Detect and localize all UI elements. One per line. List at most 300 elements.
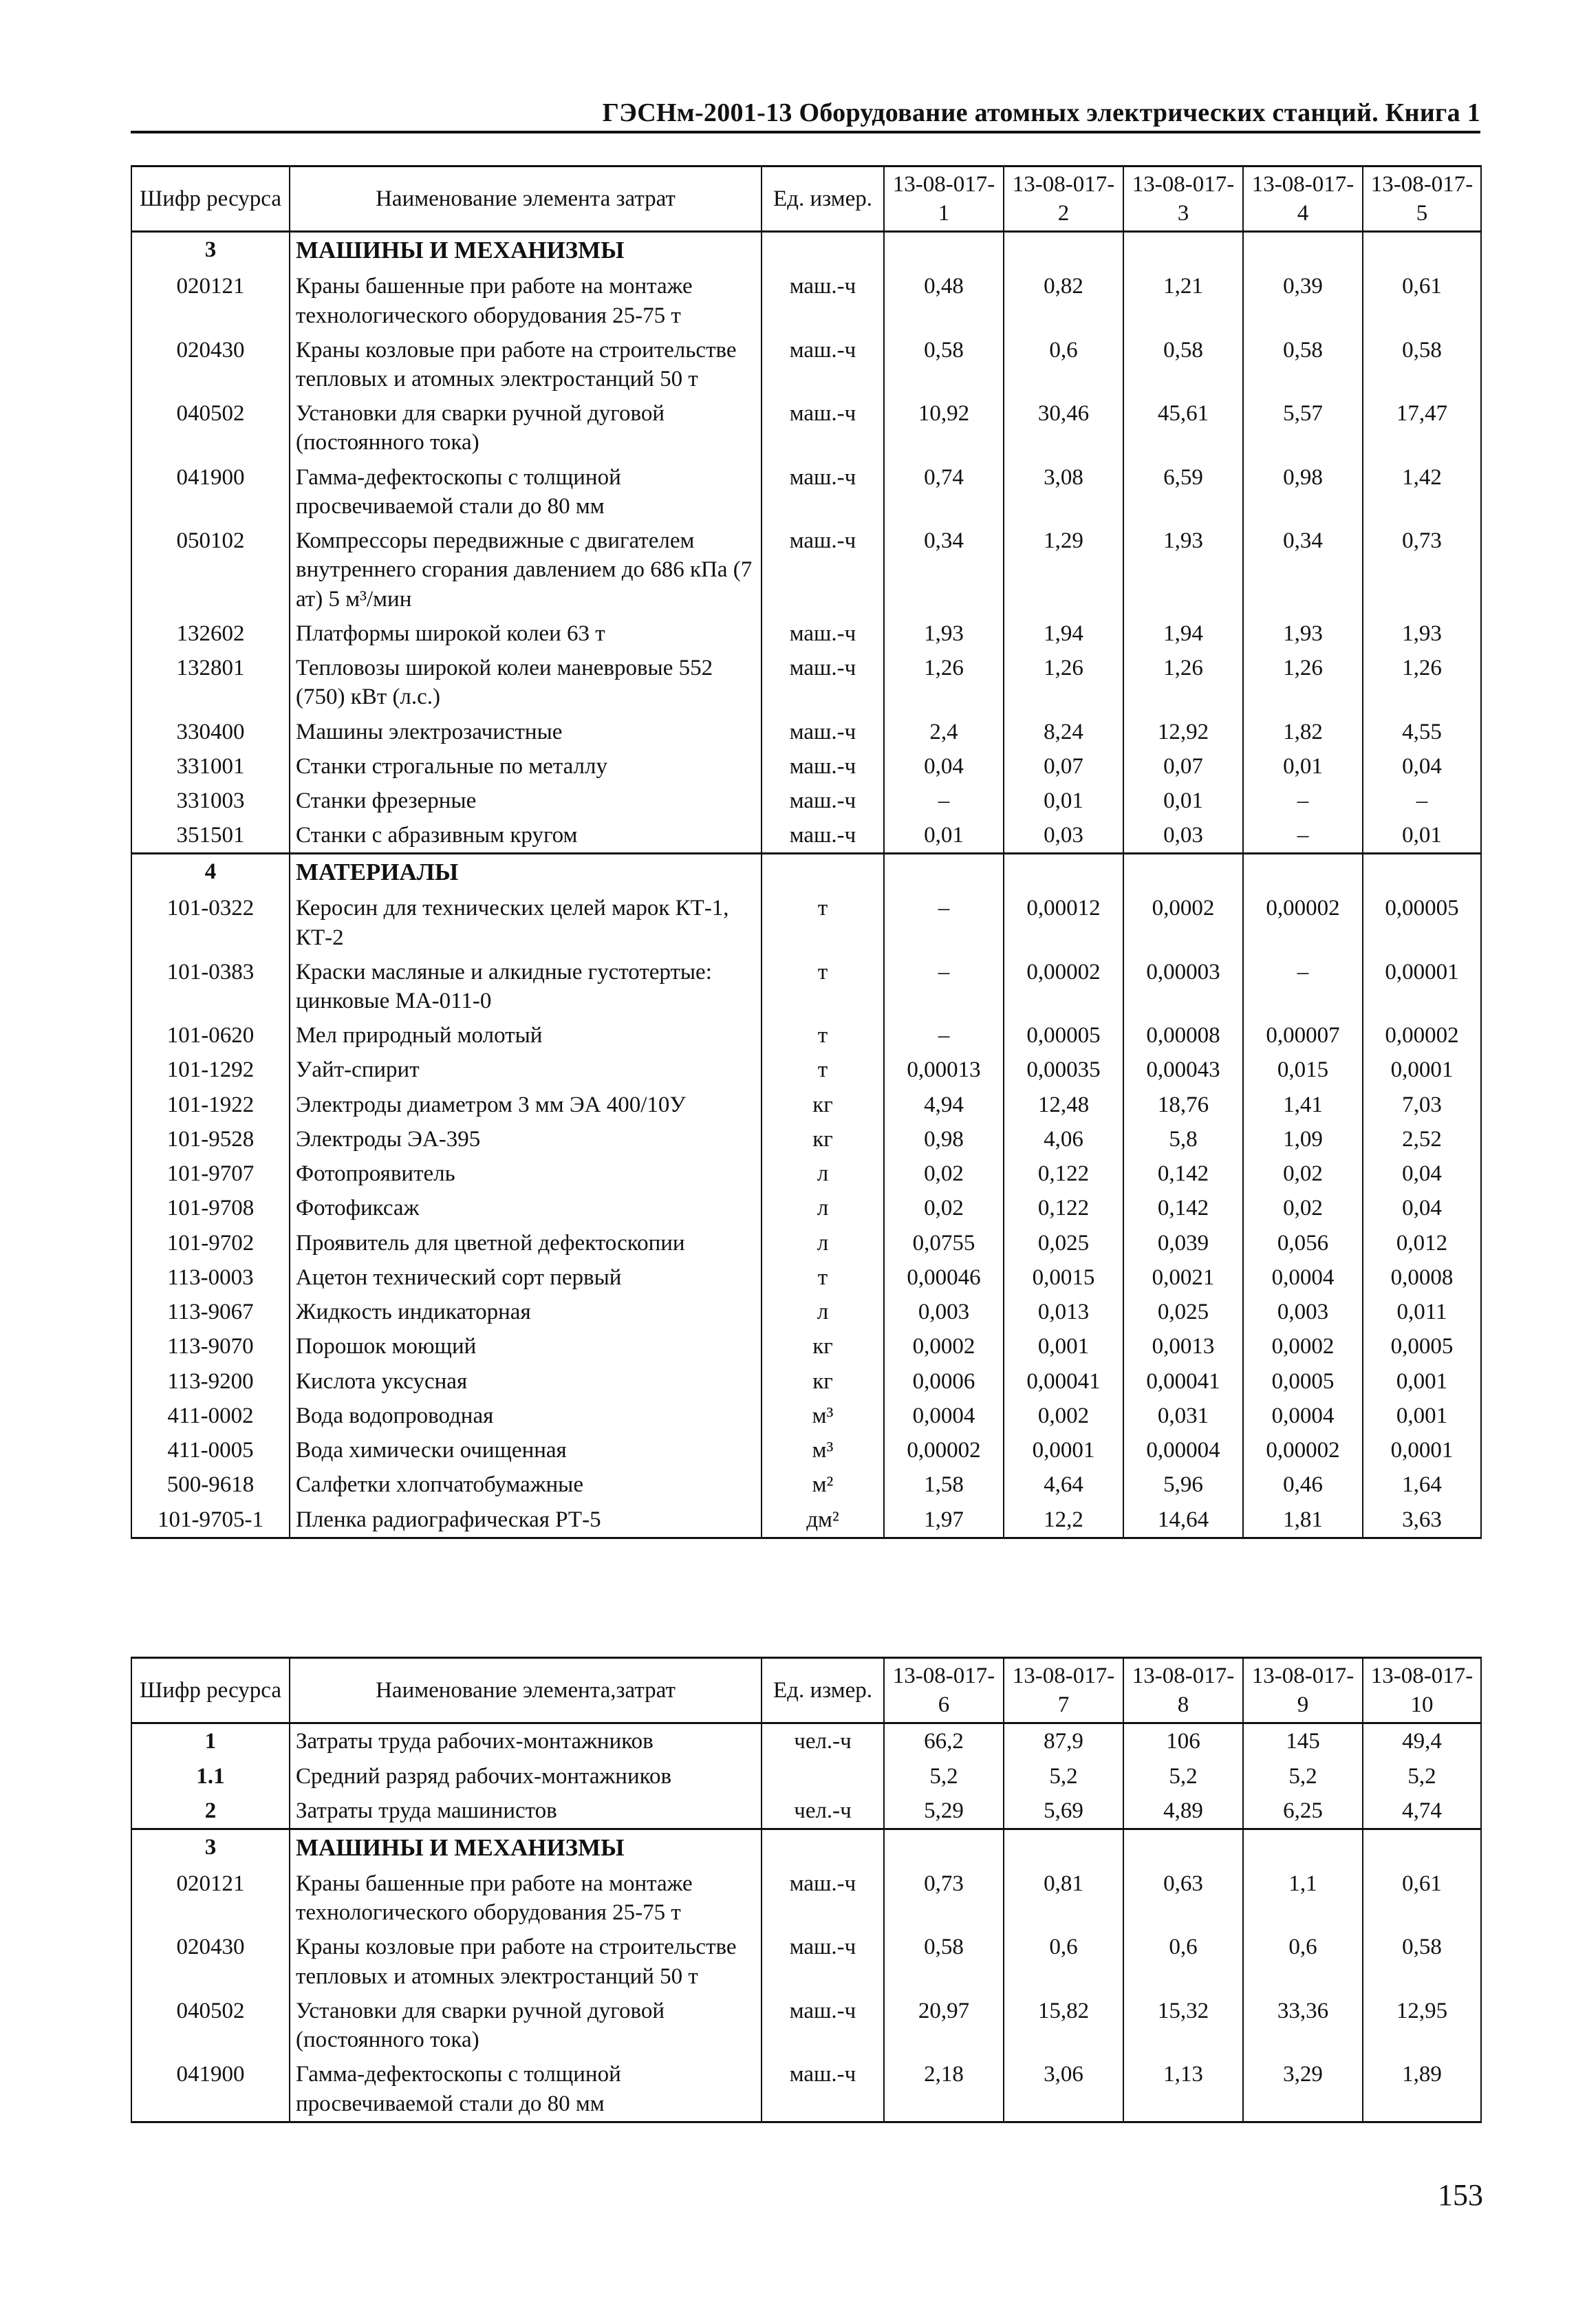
- norm-value: 0,00002: [1243, 1433, 1363, 1467]
- resource-code: 113-9200: [131, 1364, 290, 1399]
- norm-value: 15,82: [1004, 1994, 1123, 2057]
- norm-value: 12,95: [1363, 1994, 1481, 2057]
- norm-value: 1,94: [1123, 616, 1243, 651]
- unit-of-measure: маш.-ч: [762, 651, 884, 714]
- header-norm-code: 13-08-017-9: [1243, 1658, 1363, 1723]
- header-norm-code: 13-08-017-4: [1243, 166, 1363, 232]
- norm-value: 6,59: [1123, 460, 1243, 524]
- norm-value: 0,48: [884, 269, 1004, 332]
- resource-code: 132801: [131, 651, 290, 714]
- empty-cell: [1123, 1829, 1243, 1866]
- unit-of-measure: маш.-ч: [762, 784, 884, 818]
- norm-value: 18,76: [1123, 1088, 1243, 1122]
- element-name: Фотофиксаж: [290, 1191, 762, 1225]
- norm-value: 49,4: [1363, 1723, 1481, 1759]
- norm-value: 1,26: [1363, 651, 1481, 714]
- norm-value: 0,001: [1363, 1399, 1481, 1433]
- table-row: [131, 333, 1481, 396]
- section-header-row: [131, 232, 1481, 269]
- norm-value: –: [1243, 955, 1363, 1018]
- norm-value: 1,26: [884, 651, 1004, 714]
- page-number: 153: [1438, 2178, 1483, 2212]
- element-name: Салфетки хлопчатобумажные: [290, 1467, 762, 1502]
- unit-of-measure: т: [762, 1260, 884, 1295]
- element-name: Краски масляные и алкидные густотертые: цинковые МА-011-0: [290, 955, 762, 1018]
- norm-value: 0,0001: [1004, 1433, 1123, 1467]
- norm-value: 0,056: [1243, 1226, 1363, 1260]
- unit-of-measure: кг: [762, 1122, 884, 1156]
- section-number: 4: [131, 854, 290, 891]
- norm-value: 0,0002: [1243, 1329, 1363, 1364]
- table-row: [131, 955, 1481, 1018]
- resource-code: 020121: [131, 269, 290, 332]
- unit-of-measure: маш.-ч: [762, 524, 884, 616]
- section-title: МАТЕРИАЛЫ: [290, 854, 762, 891]
- norm-value: 20,97: [884, 1994, 1004, 2057]
- table-row: [131, 396, 1481, 460]
- table-row: [131, 784, 1481, 818]
- unit-of-measure: маш.-ч: [762, 616, 884, 651]
- table-row: [131, 1930, 1481, 1993]
- element-name: Керосин для технических целей марок КТ-1, КТ-2: [290, 891, 762, 954]
- table-row: [131, 1399, 1481, 1433]
- norm-value: 0,03: [1004, 818, 1123, 854]
- element-name: Электроды ЭА-395: [290, 1122, 762, 1156]
- table-row: [131, 651, 1481, 714]
- element-name: Краны башенные при работе на монтаже технологического оборудования 25-75 т: [290, 1866, 762, 1930]
- norm-value: 0,6: [1004, 333, 1123, 396]
- header-norm-code: 13-08-017-6: [884, 1658, 1004, 1723]
- element-name: Затраты труда машинистов: [290, 1794, 762, 1829]
- unit-of-measure: кг: [762, 1364, 884, 1399]
- norm-value: 0,00005: [1004, 1018, 1123, 1053]
- table-row: [131, 1156, 1481, 1191]
- header-norm-code: 13-08-017-8: [1123, 1658, 1243, 1723]
- norm-value: 5,2: [1004, 1759, 1123, 1794]
- norm-value: 0,01: [1243, 749, 1363, 784]
- norm-value: 0,031: [1123, 1399, 1243, 1433]
- element-name: Фотопроявитель: [290, 1156, 762, 1191]
- unit-of-measure: маш.-ч: [762, 715, 884, 749]
- norm-value: 0,58: [1363, 333, 1481, 396]
- empty-cell: [1363, 854, 1481, 891]
- norm-value: 4,94: [884, 1088, 1004, 1122]
- unit-of-measure: л: [762, 1191, 884, 1225]
- norm-value: 106: [1123, 1723, 1243, 1759]
- resource-table-1: [131, 165, 1482, 1539]
- empty-cell: [762, 1829, 884, 1866]
- norm-value: 0,39: [1243, 269, 1363, 332]
- norm-value: 0,00002: [1004, 955, 1123, 1018]
- norm-value: 0,011: [1363, 1295, 1481, 1329]
- norm-value: 1,58: [884, 1467, 1004, 1502]
- element-name: Пленка радиографическая РТ-5: [290, 1503, 762, 1538]
- page-header: ГЭСНм-2001-13 Оборудование атомных электрических станций. Книга 1: [131, 95, 1480, 133]
- unit-of-measure: л: [762, 1156, 884, 1191]
- norm-value: 4,89: [1123, 1794, 1243, 1829]
- norm-value: 4,55: [1363, 715, 1481, 749]
- norm-value: 45,61: [1123, 396, 1243, 460]
- empty-cell: [1243, 1829, 1363, 1866]
- norm-value: 0,0004: [1243, 1399, 1363, 1433]
- norm-value: 0,82: [1004, 269, 1123, 332]
- unit-of-measure: т: [762, 1018, 884, 1053]
- norm-value: –: [884, 955, 1004, 1018]
- norm-value: 0,81: [1004, 1866, 1123, 1930]
- norm-value: 1,93: [1123, 524, 1243, 616]
- empty-cell: [1004, 854, 1123, 891]
- unit-of-measure: м³: [762, 1399, 884, 1433]
- element-name: Порошок моющий: [290, 1329, 762, 1364]
- table-1-body: [131, 232, 1481, 1538]
- norm-value: 0,142: [1123, 1191, 1243, 1225]
- table-row: [131, 1723, 1481, 1759]
- norm-value: 0,04: [1363, 1156, 1481, 1191]
- norm-value: 1,26: [1243, 651, 1363, 714]
- norm-value: 1,94: [1004, 616, 1123, 651]
- empty-cell: [884, 854, 1004, 891]
- norm-value: 0,025: [1123, 1295, 1243, 1329]
- unit-of-measure: маш.-ч: [762, 460, 884, 524]
- table-row: [131, 269, 1481, 332]
- norm-value: 33,36: [1243, 1994, 1363, 2057]
- norm-value: 5,2: [1363, 1759, 1481, 1794]
- header-resource-code: Шифр ресурса: [131, 166, 290, 232]
- norm-value: 0,001: [1004, 1329, 1123, 1364]
- resource-code: 351501: [131, 818, 290, 854]
- norm-value: 0,0004: [884, 1399, 1004, 1433]
- norm-value: –: [1243, 784, 1363, 818]
- norm-value: 0,58: [1123, 333, 1243, 396]
- element-name: Затраты труда рабочих-монтажников: [290, 1723, 762, 1759]
- resource-table-2: [131, 1657, 1482, 2123]
- unit-of-measure: [762, 1759, 884, 1794]
- norm-value: 30,46: [1004, 396, 1123, 460]
- norm-value: 0,142: [1123, 1156, 1243, 1191]
- resource-code: 101-0322: [131, 891, 290, 954]
- empty-cell: [1363, 232, 1481, 269]
- norm-value: 0,00005: [1363, 891, 1481, 954]
- norm-value: 5,69: [1004, 1794, 1123, 1829]
- empty-cell: [1004, 1829, 1123, 1866]
- unit-of-measure: маш.-ч: [762, 396, 884, 460]
- norm-value: 0,6: [1243, 1930, 1363, 1993]
- norm-value: 1,41: [1243, 1088, 1363, 1122]
- norm-value: 0,00008: [1123, 1018, 1243, 1053]
- resource-code: 331001: [131, 749, 290, 784]
- norm-value: 1,97: [884, 1503, 1004, 1538]
- norm-value: 0,98: [1243, 460, 1363, 524]
- norm-value: 0,122: [1004, 1156, 1123, 1191]
- norm-value: 0,0021: [1123, 1260, 1243, 1295]
- norm-value: 3,06: [1004, 2057, 1123, 2122]
- unit-of-measure: кг: [762, 1088, 884, 1122]
- norm-value: 1,64: [1363, 1467, 1481, 1502]
- norm-value: 0,039: [1123, 1226, 1243, 1260]
- element-name: Проявитель для цветной дефектоскопии: [290, 1226, 762, 1260]
- norm-value: 0,73: [1363, 524, 1481, 616]
- norm-value: 12,92: [1123, 715, 1243, 749]
- norm-value: 10,92: [884, 396, 1004, 460]
- norm-value: 5,96: [1123, 1467, 1243, 1502]
- norm-value: 14,64: [1123, 1503, 1243, 1538]
- norm-value: 1,93: [1363, 616, 1481, 651]
- norm-value: 0,003: [884, 1295, 1004, 1329]
- element-name: Электроды диаметром 3 мм ЭА 400/10У: [290, 1088, 762, 1122]
- norm-value: 0,03: [1123, 818, 1243, 854]
- norm-value: 7,03: [1363, 1088, 1481, 1122]
- norm-value: 0,0002: [1123, 891, 1243, 954]
- element-name: Краны козловые при работе на строительстве тепловых и атомных электростанций 50 т: [290, 333, 762, 396]
- norm-value: 0,04: [884, 749, 1004, 784]
- table-row: [131, 1329, 1481, 1364]
- resource-code: 020430: [131, 333, 290, 396]
- element-name: Ацетон технический сорт первый: [290, 1260, 762, 1295]
- empty-cell: [1243, 232, 1363, 269]
- norm-value: 0,04: [1363, 1191, 1481, 1225]
- norm-value: 0,0008: [1363, 1260, 1481, 1295]
- norm-value: 12,2: [1004, 1503, 1123, 1538]
- norm-value: 1,82: [1243, 715, 1363, 749]
- resource-code: 500-9618: [131, 1467, 290, 1502]
- table-row: [131, 1260, 1481, 1295]
- element-name: Вода химически очищенная: [290, 1433, 762, 1467]
- norm-value: 0,0755: [884, 1226, 1004, 1260]
- resource-code: 411-0005: [131, 1433, 290, 1467]
- empty-cell: [1123, 232, 1243, 269]
- section-number: 3: [131, 232, 290, 269]
- element-name: Платформы широкой колеи 63 т: [290, 616, 762, 651]
- table-row: [131, 1467, 1481, 1502]
- norm-value: 87,9: [1004, 1723, 1123, 1759]
- element-name: Компрессоры передвижные с двигателем внутреннего сгорания давлением до 686 кПа (7 ат) 5 м³/мин: [290, 524, 762, 616]
- norm-value: 3,63: [1363, 1503, 1481, 1538]
- norm-value: 1,09: [1243, 1122, 1363, 1156]
- norm-value: 0,0005: [1363, 1329, 1481, 1364]
- table-row: [131, 1088, 1481, 1122]
- resource-code: 101-9707: [131, 1156, 290, 1191]
- norm-value: 0,01: [1004, 784, 1123, 818]
- table-row: [131, 616, 1481, 651]
- element-name: Гамма-дефектоскопы с толщиной просвечиваемой стали до 80 мм: [290, 2057, 762, 2122]
- norm-value: 2,4: [884, 715, 1004, 749]
- norm-value: 1,26: [1004, 651, 1123, 714]
- norm-value: 4,74: [1363, 1794, 1481, 1829]
- unit-of-measure: дм²: [762, 1503, 884, 1538]
- norm-value: 1,93: [884, 616, 1004, 651]
- header-unit: Ед. измер.: [762, 166, 884, 232]
- norm-value: 17,47: [1363, 396, 1481, 460]
- norm-value: 0,00001: [1363, 955, 1481, 1018]
- norm-value: 0,02: [1243, 1191, 1363, 1225]
- norm-value: 5,57: [1243, 396, 1363, 460]
- resource-code: 132602: [131, 616, 290, 651]
- norm-value: 145: [1243, 1723, 1363, 1759]
- norm-value: 0,00041: [1123, 1364, 1243, 1399]
- unit-of-measure: т: [762, 1053, 884, 1087]
- table-row: [131, 460, 1481, 524]
- unit-of-measure: т: [762, 955, 884, 1018]
- resource-code: 101-0620: [131, 1018, 290, 1053]
- norm-value: 1,13: [1123, 2057, 1243, 2122]
- table-row: [131, 1503, 1481, 1538]
- resource-code: 041900: [131, 2057, 290, 2122]
- element-name: Уайт-спирит: [290, 1053, 762, 1087]
- table-row: [131, 524, 1481, 616]
- norm-value: 0,00012: [1004, 891, 1123, 954]
- norm-value: 0,003: [1243, 1295, 1363, 1329]
- table-2-header: [131, 1658, 1481, 1723]
- header-element-name: Наименование элемента,затрат: [290, 1658, 762, 1723]
- resource-code: 1: [131, 1723, 290, 1759]
- norm-value: 0,01: [1123, 784, 1243, 818]
- norm-value: 2,18: [884, 2057, 1004, 2122]
- norm-value: 0,58: [884, 1930, 1004, 1993]
- norm-value: 0,0013: [1123, 1329, 1243, 1364]
- norm-value: 0,012: [1363, 1226, 1481, 1260]
- table-row: [131, 1433, 1481, 1467]
- empty-cell: [1123, 854, 1243, 891]
- unit-of-measure: т: [762, 891, 884, 954]
- table-2-body: [131, 1723, 1481, 2122]
- resource-code: 113-9067: [131, 1295, 290, 1329]
- empty-cell: [884, 232, 1004, 269]
- section-title: МАШИНЫ И МЕХАНИЗМЫ: [290, 232, 762, 269]
- table-row: [131, 891, 1481, 954]
- norm-value: 0,122: [1004, 1191, 1123, 1225]
- norm-value: 0,002: [1004, 1399, 1123, 1433]
- table-row: [131, 1866, 1481, 1930]
- norm-value: 5,29: [884, 1794, 1004, 1829]
- section-title: МАШИНЫ И МЕХАНИЗМЫ: [290, 1829, 762, 1866]
- norm-value: 0,0001: [1363, 1433, 1481, 1467]
- element-name: Машины электрозачистные: [290, 715, 762, 749]
- header-norm-code: 13-08-017-2: [1004, 166, 1123, 232]
- norm-value: 0,07: [1123, 749, 1243, 784]
- norm-value: 2,52: [1363, 1122, 1481, 1156]
- table-row: [131, 1053, 1481, 1087]
- unit-of-measure: маш.-ч: [762, 2057, 884, 2122]
- unit-of-measure: маш.-ч: [762, 1994, 884, 2057]
- table-row: [131, 1994, 1481, 2057]
- element-name: Мел природный молотый: [290, 1018, 762, 1053]
- norm-value: 3,29: [1243, 2057, 1363, 2122]
- resource-code: 101-9705-1: [131, 1503, 290, 1538]
- norm-value: 0,58: [1363, 1930, 1481, 1993]
- element-name: Средний разряд рабочих-монтажников: [290, 1759, 762, 1794]
- element-name: Установки для сварки ручной дуговой (постоянного тока): [290, 396, 762, 460]
- element-name: Кислота уксусная: [290, 1364, 762, 1399]
- table-row: [131, 749, 1481, 784]
- norm-value: 5,8: [1123, 1122, 1243, 1156]
- empty-cell: [1004, 232, 1123, 269]
- header-norm-code: 13-08-017-1: [884, 166, 1004, 232]
- unit-of-measure: м³: [762, 1433, 884, 1467]
- unit-of-measure: маш.-ч: [762, 1866, 884, 1930]
- norm-value: 0,01: [884, 818, 1004, 854]
- resource-code: 020121: [131, 1866, 290, 1930]
- unit-of-measure: кг: [762, 1329, 884, 1364]
- element-name: Краны козловые при работе на строительстве тепловых и атомных электростанций 50 т: [290, 1930, 762, 1993]
- header-norm-code: 13-08-017-3: [1123, 166, 1243, 232]
- norm-value: 0,00043: [1123, 1053, 1243, 1087]
- element-name: Станки строгальные по металлу: [290, 749, 762, 784]
- norm-value: 12,48: [1004, 1088, 1123, 1122]
- norm-value: 0,61: [1363, 1866, 1481, 1930]
- header-element-name: Наименование элемента затрат: [290, 166, 762, 232]
- header-resource-code: Шифр ресурса: [131, 1658, 290, 1723]
- norm-value: 0,00002: [1243, 891, 1363, 954]
- unit-of-measure: чел.-ч: [762, 1794, 884, 1829]
- norm-value: 8,24: [1004, 715, 1123, 749]
- norm-value: –: [884, 1018, 1004, 1053]
- table-row: [131, 1295, 1481, 1329]
- norm-value: 4,06: [1004, 1122, 1123, 1156]
- table-row: [131, 1191, 1481, 1225]
- norm-value: 0,34: [1243, 524, 1363, 616]
- norm-value: –: [1363, 784, 1481, 818]
- table-row: [131, 1226, 1481, 1260]
- norm-value: 1,42: [1363, 460, 1481, 524]
- norm-value: 0,00041: [1004, 1364, 1123, 1399]
- norm-value: 0,58: [1243, 333, 1363, 396]
- norm-value: 3,08: [1004, 460, 1123, 524]
- norm-value: 0,00003: [1123, 955, 1243, 1018]
- norm-value: 15,32: [1123, 1994, 1243, 2057]
- section-header-row: [131, 1829, 1481, 1866]
- norm-value: 0,00007: [1243, 1018, 1363, 1053]
- empty-cell: [884, 1829, 1004, 1866]
- norm-value: 1,81: [1243, 1503, 1363, 1538]
- element-name: Установки для сварки ручной дуговой (постоянного тока): [290, 1994, 762, 2057]
- norm-value: 0,00035: [1004, 1053, 1123, 1087]
- norm-value: 0,02: [1243, 1156, 1363, 1191]
- table-1-header: [131, 166, 1481, 232]
- norm-value: 0,013: [1004, 1295, 1123, 1329]
- resource-code: 331003: [131, 784, 290, 818]
- norm-value: –: [884, 891, 1004, 954]
- unit-of-measure: л: [762, 1226, 884, 1260]
- norm-value: 0,00013: [884, 1053, 1004, 1087]
- norm-value: 0,00002: [884, 1433, 1004, 1467]
- norm-value: 1,89: [1363, 2057, 1481, 2122]
- norm-value: 4,64: [1004, 1467, 1123, 1502]
- unit-of-measure: м²: [762, 1467, 884, 1502]
- norm-value: –: [1243, 818, 1363, 854]
- norm-value: 0,02: [884, 1191, 1004, 1225]
- norm-value: 0,0006: [884, 1364, 1004, 1399]
- section-header-row: [131, 854, 1481, 891]
- norm-value: 0,001: [1363, 1364, 1481, 1399]
- element-name: Станки фрезерные: [290, 784, 762, 818]
- unit-of-measure: маш.-ч: [762, 333, 884, 396]
- header-norm-code: 13-08-017-5: [1363, 166, 1481, 232]
- unit-of-measure: маш.-ч: [762, 269, 884, 332]
- empty-cell: [1363, 1829, 1481, 1866]
- norm-value: 0,00002: [1363, 1018, 1481, 1053]
- norm-value: 0,02: [884, 1156, 1004, 1191]
- norm-value: 0,01: [1363, 818, 1481, 854]
- table-row: [131, 2057, 1481, 2122]
- norm-value: 0,73: [884, 1866, 1004, 1930]
- norm-value: 0,025: [1004, 1226, 1123, 1260]
- norm-value: 0,34: [884, 524, 1004, 616]
- norm-value: 0,0004: [1243, 1260, 1363, 1295]
- norm-value: 5,2: [1123, 1759, 1243, 1794]
- table-row: [131, 1122, 1481, 1156]
- resource-code: 020430: [131, 1930, 290, 1993]
- resource-code: 101-0383: [131, 955, 290, 1018]
